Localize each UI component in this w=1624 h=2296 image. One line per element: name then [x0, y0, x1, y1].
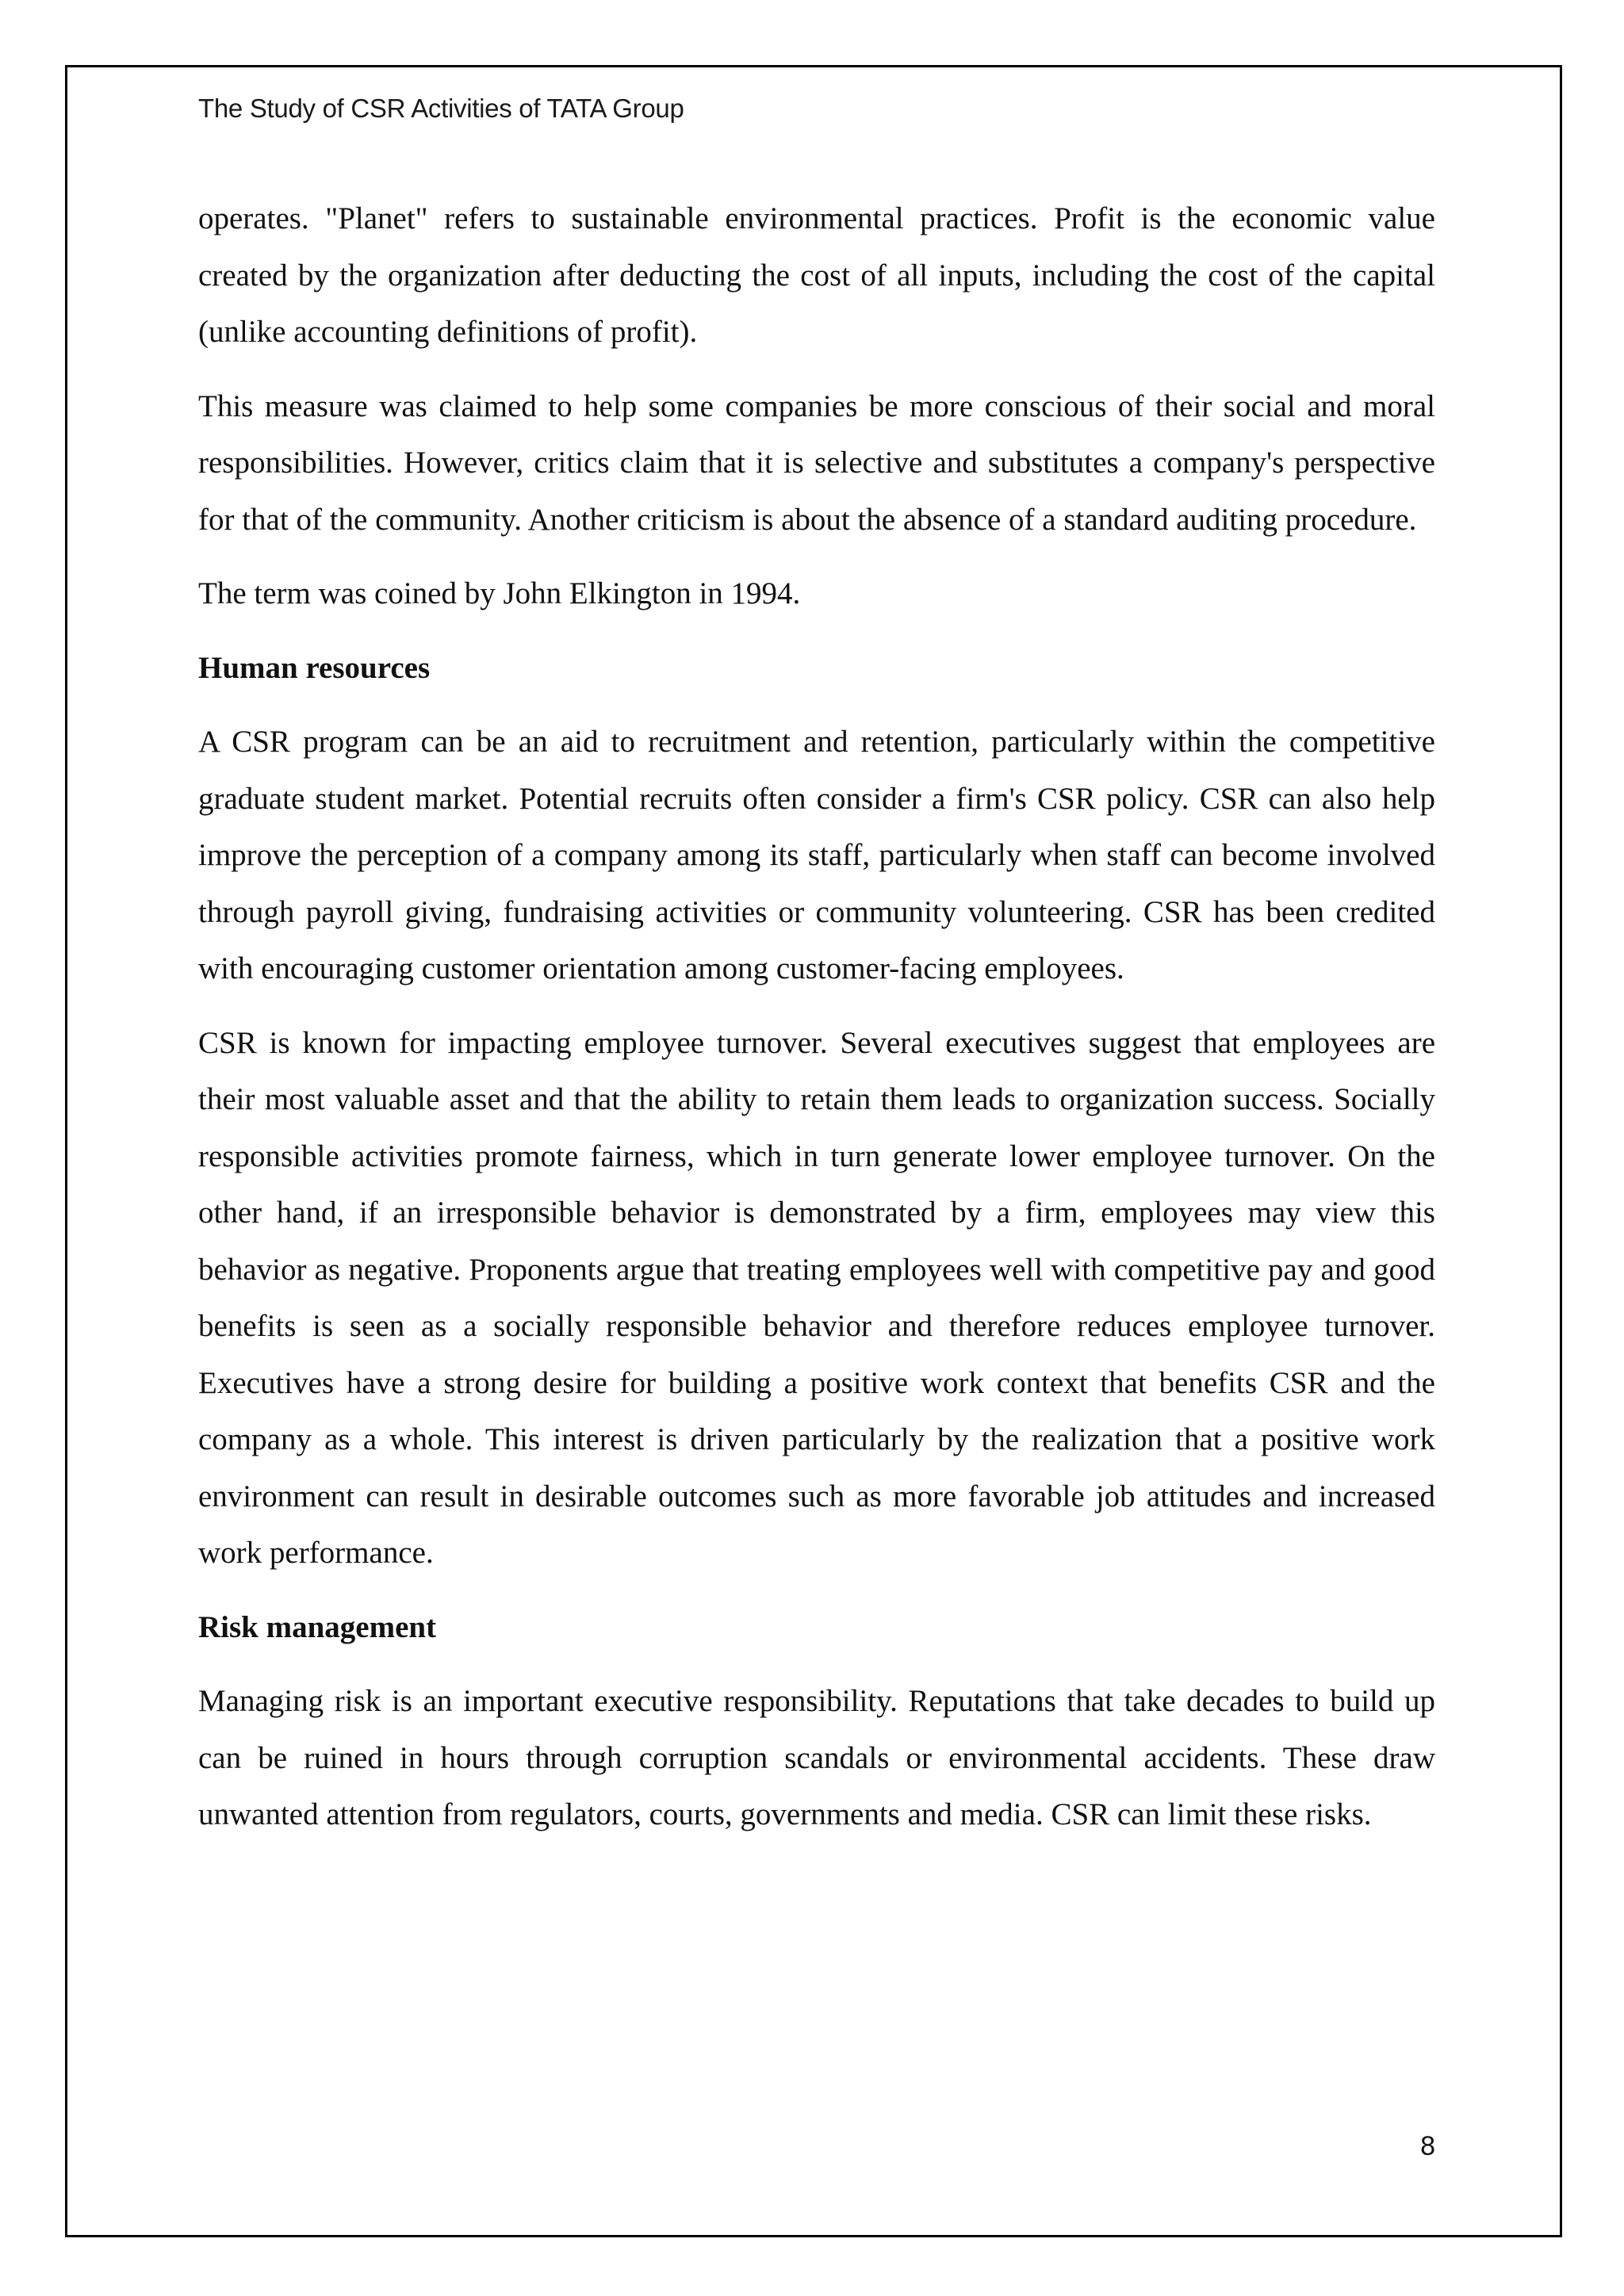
- paragraph-employee-turnover: CSR is known for impacting employee turnover. Several executives suggest that employees are their most valuable asset and that the ability to retain them leads to organization success. Socially responsible activities promote fairness, which in turn generate lower employee turnover. On the other hand, if an irresponsible behavior is demonstrated by a firm, employees may view this behavior as negative. Proponents argue that treating employees well with competitive pay and good benefits is seen as a socially responsible behavior and therefore reduces employee turnover. Executives have a strong desire for building a positive work context that benefits CSR and the company as a whole. This interest is driven particularly by the realization that a positive work environment can result in desirable outcomes such as more favorable job attitudes and increased work performance.: [198, 1025, 1435, 1570]
- paragraph-planet-profit: operates. "Planet" refers to sustainable environmental practices. Profit is the economic value created by the organization after deducting the cost of all inputs, including the cost of the capital (unlike accounting definitions of profit).: [198, 201, 1435, 349]
- paragraph-csr-recruitment: A CSR program can be an aid to recruitment and retention, particularly within the competitive graduate student market. Potential recruits often consider a firm's CSR policy. CSR can also help improve the perception of a company among its staff, particularly when staff can become involved through payroll giving, fundraising activities or community volunteering. CSR has been credited with encouraging customer orientation among customer-facing employees.: [198, 725, 1435, 985]
- page-body: [198, 190, 1435, 1861]
- running-header: The Study of CSR Activities of TATA Group: [198, 94, 684, 123]
- page-number: 8: [1420, 2131, 1435, 2161]
- heading-human-resources: Human resources: [198, 650, 431, 685]
- paragraph-measure-criticism: This measure was claimed to help some companies be more conscious of their social and moral responsibilities. However, critics claim that it is selective and substitutes a company's perspective for that of the community. Another criticism is about the absence of a standard auditing procedure.: [198, 388, 1435, 537]
- heading-risk-management: Risk management: [198, 1609, 437, 1644]
- paragraph-term-coined: The term was coined by John Elkington in 1994.: [198, 576, 801, 610]
- paragraph-managing-risk: Managing risk is an important executive responsibility. Reputations that take decades to build up can be ruined in hours through corruption scandals or environmental accidents. These draw unwanted attention from regulators, courts, governments and media. CSR can limit these risks.: [198, 1684, 1435, 1831]
